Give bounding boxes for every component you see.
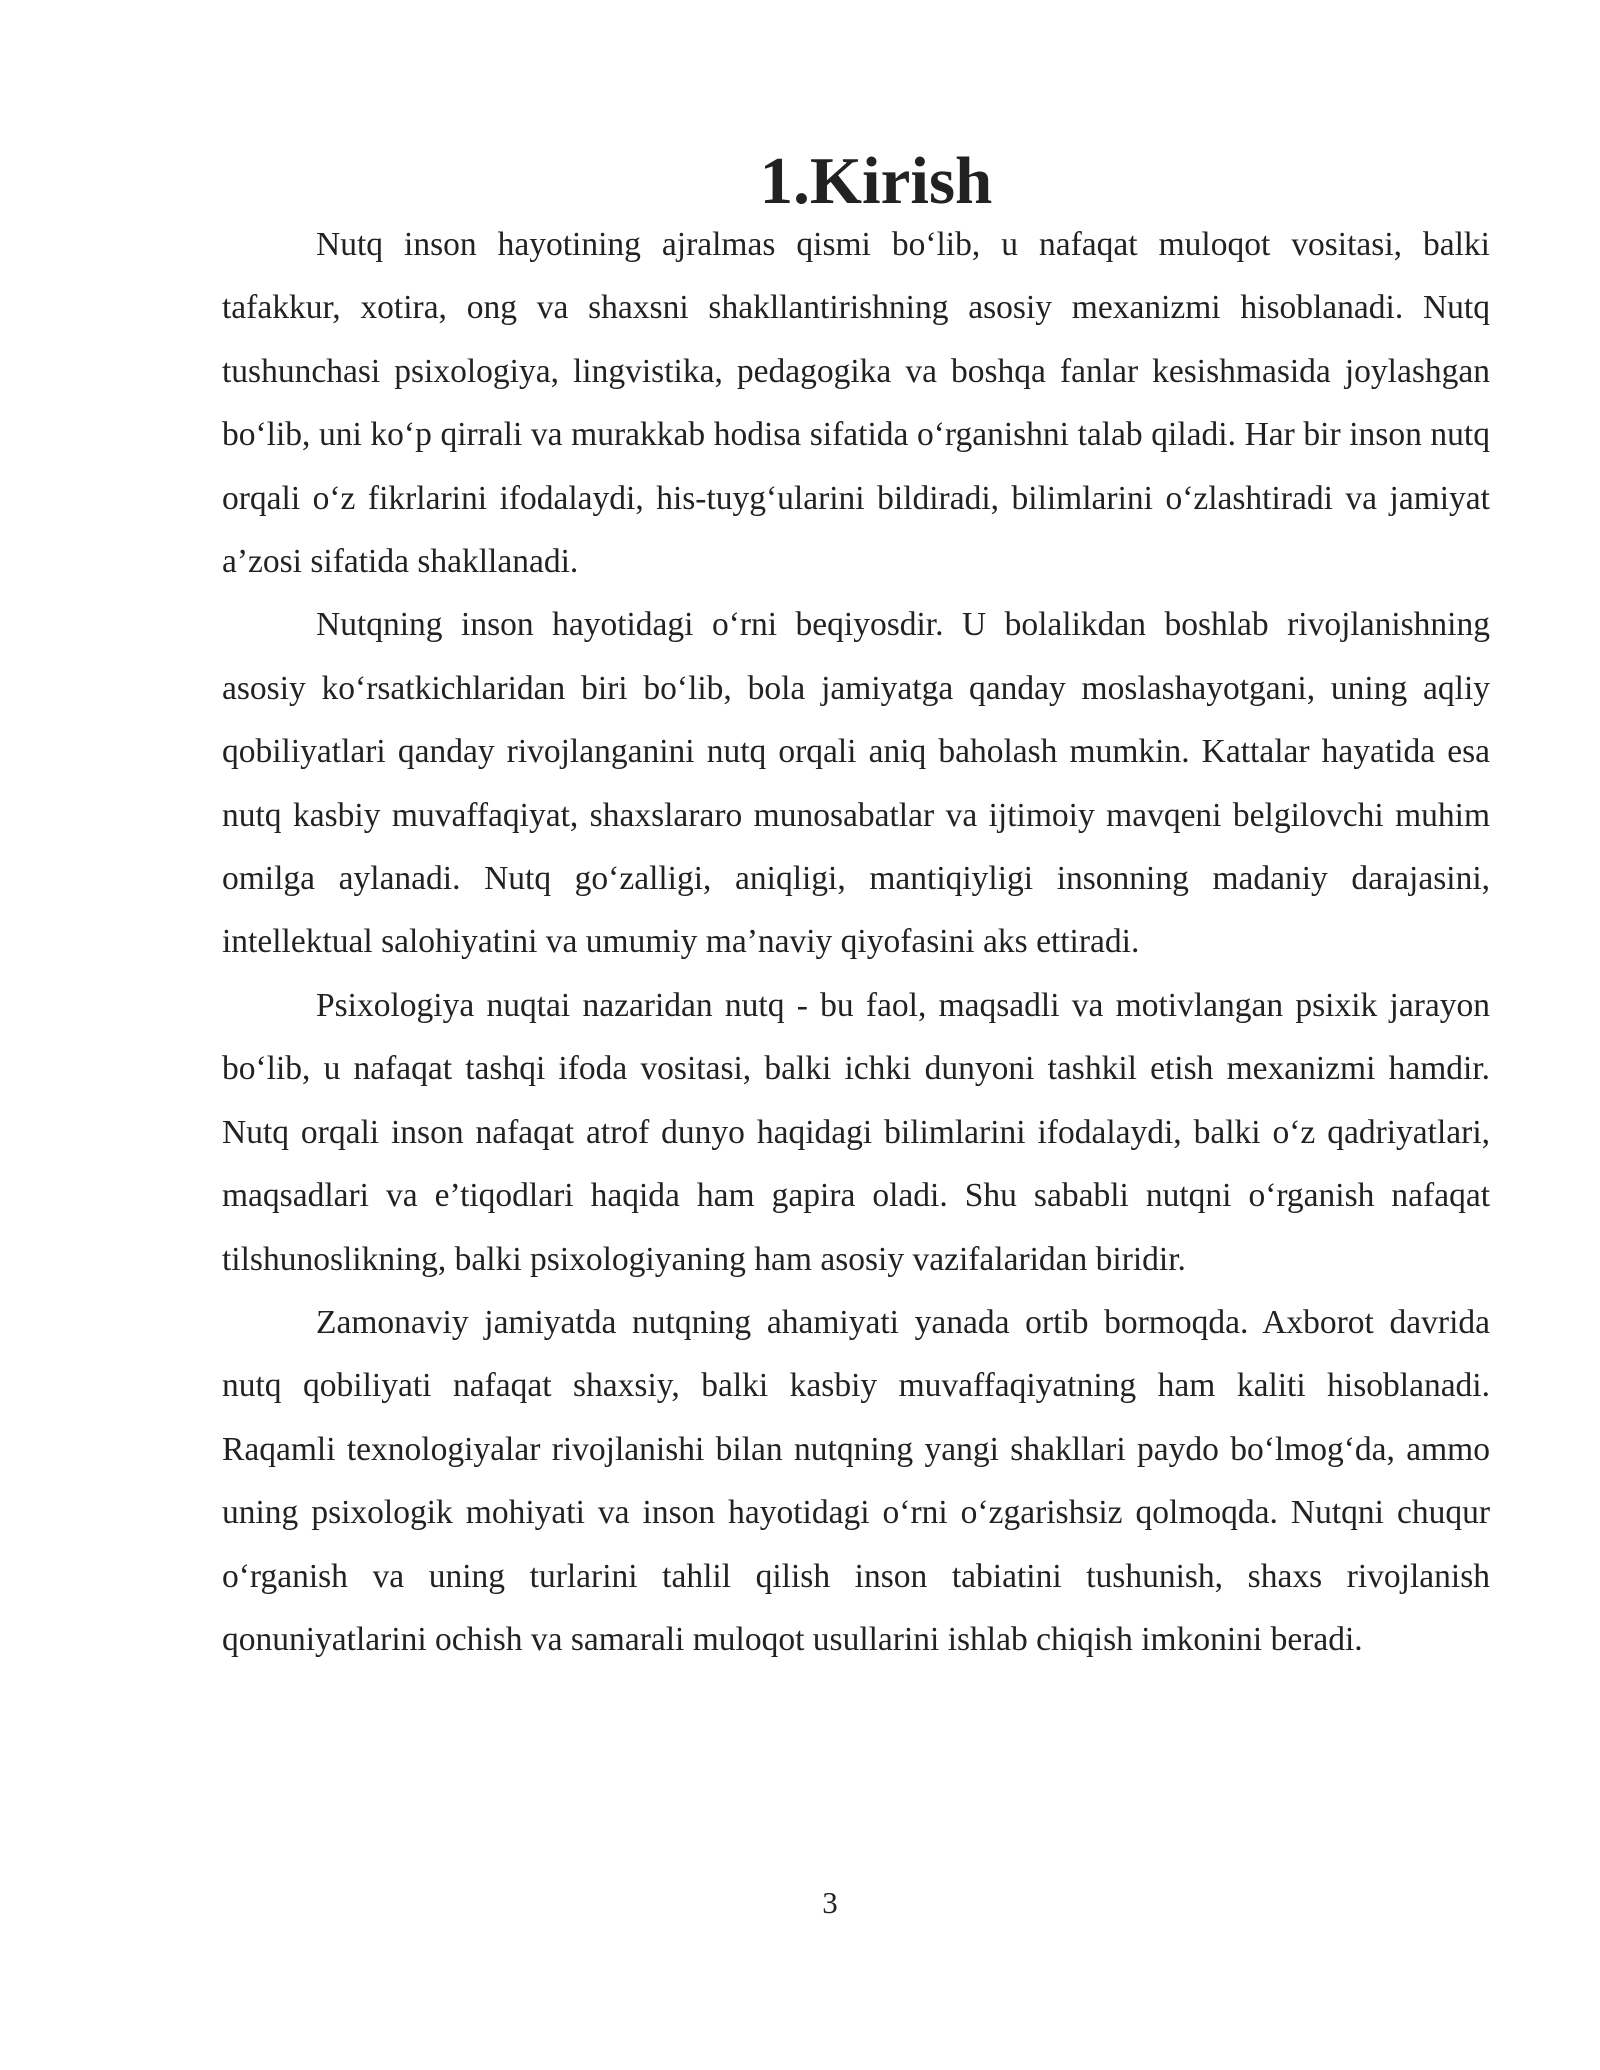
paragraph-4: Zamonaviy jamiyatda nutqning ahamiyati yanada ortib bormoqda. Axborot davrida nutq qobiliyati nafaqat shaxsiy, balki kasbiy muvaffaqiyatning ham kaliti hisoblanadi. Raqamli texnologiyalar rivojlanishi bilan nutqning yangi shakllari paydo bo‘lmog‘da, ammo uning psixologik mohiyati va inson hayotidagi o‘rni o‘zgarishsiz qolmoqda. Nutqni chuqur o‘rganish va uning turlarini tahlil qilish inson tabiatini tushunish, shaxs rivojlanish qonuniyatlarini ochish va samarali muloqot usullarini ishlab chiqish imkonini beradi.	[222, 1303, 1490, 1658]
paragraph-2: Nutqning inson hayotidagi o‘rni beqiyosdir. U bolalikdan boshlab rivojlanishning asosiy ko‘rsatkichlaridan biri bo‘lib, bola jamiyatga qanday moslashayotgani, uning aqliy qobiliyatlari qanday rivojlanganini nutq orqali aniq baholash mumkin. Kattalar hayatida esa nutq kasbiy muvaffaqiyat, shaxslararo munosabatlar va ijtimoiy mavqeni belgilovchi muhim omilga aylanadi. Nutq go‘zalligi, aniqligi, mantiqiyligi insonning madaniy darajasini, intellektual salohiyatini va umumiy ma’naviy qiyofasini aks ettiradi.	[222, 606, 1490, 961]
paragraph-1: Nutq inson hayotining ajralmas qismi bo‘lib, u nafaqat muloqot vositasi, balki tafakkur, xotira, ong va shaxsni shakllantirishning asosiy mexanizmi hisoblanadi. Nutq tushunchasi psixologiya, lingvistika, pedagogika va boshqa fanlar kesishmasida joylashgan bo‘lib, uni ko‘p qirrali va murakkab hodisa sifatida o‘rganishni talab qiladi. Har bir inson nutq orqali o‘z fikrlarini ifodalaydi, his-tuyg‘ularini bildiradi, bilimlarini o‘zlashtiradi va jamiyat a’zosi sifatida shakllanadi.	[222, 226, 1490, 581]
section-heading: 1.Kirish	[759, 144, 993, 218]
paragraph-3: Psixologiya nuqtai nazaridan nutq - bu faol, maqsadli va motivlangan psixik jarayon bo‘lib, u nafaqat tashqi ifoda vositasi, balki ichki dunyoni tashkil etish mexanizmi hamdir. Nutq orqali inson nafaqat atrof dunyo haqidagi bilimlarini ifodalaydi, balki o‘z qadriyatlari, maqsadlari va e’tiqodlari haqida ham gapira oladi. Shu sababli nutqni o‘rganish nafaqat tilshunoslikning, balki psixologiyaning ham asosiy vazifalaridan biridir.	[222, 986, 1490, 1278]
page-content	[222, 144, 1490, 1671]
page-number: 3	[822, 1885, 838, 1920]
